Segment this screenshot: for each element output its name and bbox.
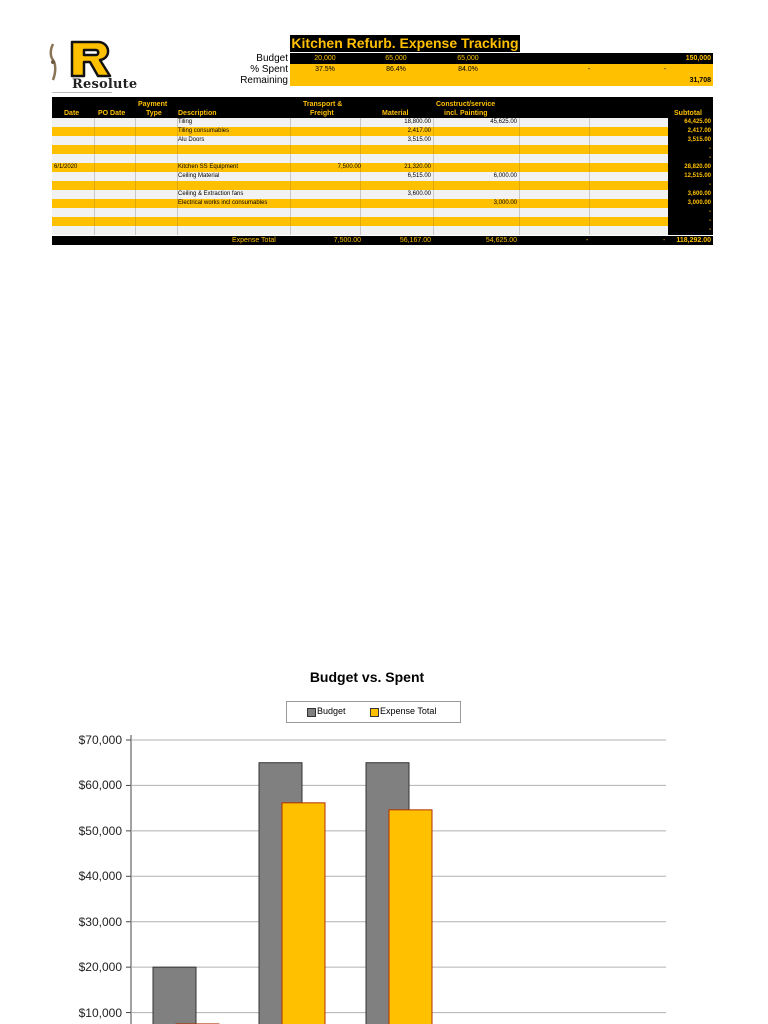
cell-material: 3,515.00 bbox=[407, 137, 431, 143]
pct-spent-label: % Spent bbox=[250, 64, 288, 75]
y-tick-label: $40,000 bbox=[78, 869, 122, 884]
cell-subtotal-value: 2,417.00 bbox=[687, 128, 711, 134]
cell-description: Ceiling & Extraction fans bbox=[178, 191, 244, 197]
cell-subtotal-value: 3,000.00 bbox=[687, 200, 711, 206]
cell-subtotal-value: 12,515.00 bbox=[684, 173, 711, 179]
header-po-date: PO Date bbox=[98, 110, 126, 117]
cell-subtotal-value: - bbox=[709, 218, 711, 224]
footer-label: Expense Total bbox=[232, 237, 276, 244]
cell-construct: 3,000.00 bbox=[493, 200, 517, 206]
cell-subtotal-value: - bbox=[709, 227, 711, 233]
cell-description: Tiling bbox=[178, 119, 193, 125]
pct-spent-col4: - bbox=[587, 66, 591, 73]
y-tick-label: $60,000 bbox=[78, 778, 122, 793]
cell-subtotal-value: 28,820.00 bbox=[684, 164, 711, 170]
cell-description: Electrical works incl consumables bbox=[178, 200, 268, 206]
footer-col4: - bbox=[586, 237, 589, 244]
legend-label-budget: Budget bbox=[317, 706, 346, 716]
cell-material: 21,320.00 bbox=[404, 164, 431, 170]
cell-description: Alu Doors bbox=[178, 137, 205, 143]
header-transport-2: Freight bbox=[310, 110, 334, 117]
pct-spent-material: 86.4% bbox=[386, 66, 406, 73]
budget-material: 65,000 bbox=[385, 55, 407, 62]
cell-subtotal-value: - bbox=[709, 182, 711, 188]
header-subtotal: Subtotal bbox=[674, 110, 702, 117]
header-transport-1: Transport & bbox=[303, 101, 343, 108]
cell-subtotal-value: 64,425.00 bbox=[684, 119, 711, 125]
header-material: Material bbox=[382, 110, 409, 117]
header-construct-1: Construct/service bbox=[436, 101, 496, 108]
cell-description: Ceiling Material bbox=[178, 173, 220, 179]
y-tick-label: $30,000 bbox=[78, 914, 122, 929]
y-tick-label: $50,000 bbox=[78, 823, 122, 838]
cell-subtotal-value: - bbox=[709, 146, 711, 152]
page-title: Kitchen Refurb. Expense Tracking bbox=[291, 35, 519, 51]
cell-description: Tiling consumables bbox=[178, 128, 230, 134]
bar-budget bbox=[153, 967, 196, 1024]
bar-expense-total bbox=[389, 810, 432, 1024]
budget-construct: 65,000 bbox=[457, 55, 479, 62]
legend-label-expense: Expense Total bbox=[380, 706, 437, 716]
cell-construct: 45,625.00 bbox=[490, 119, 517, 125]
bar-expense-total bbox=[282, 803, 325, 1024]
footer-subtotal: 118,292.00 bbox=[676, 237, 711, 244]
cell-transport: 7,500.00 bbox=[337, 164, 361, 170]
header-payment-1: Payment bbox=[138, 101, 168, 108]
header-description: Description bbox=[178, 110, 217, 117]
chart-title: Budget vs. Spent bbox=[309, 669, 425, 685]
cell-material: 2,417.00 bbox=[407, 128, 431, 134]
cell-description: Kitchen SS Equipment bbox=[178, 164, 239, 170]
footer-col5: - bbox=[663, 237, 666, 244]
budget-label: Budget bbox=[256, 53, 288, 64]
cell-material: 18,800.00 bbox=[404, 119, 431, 125]
cell-subtotal-value: - bbox=[709, 209, 711, 215]
y-tick-label: $10,000 bbox=[78, 1005, 122, 1020]
pct-spent-construct: 84.0% bbox=[458, 66, 478, 73]
cell-subtotal-value: 3,515.00 bbox=[687, 137, 711, 143]
footer-transport: 7,500.00 bbox=[333, 237, 361, 244]
pct-spent-col5: - bbox=[663, 66, 667, 73]
cell-subtotal-value: 3,600.00 bbox=[687, 191, 711, 197]
y-tick-label: $20,000 bbox=[78, 960, 122, 975]
header-date: Date bbox=[64, 110, 80, 117]
footer-material: 56,167.00 bbox=[399, 237, 431, 244]
cell-subtotal-value: - bbox=[709, 155, 711, 161]
cell-date: 6/1/2020 bbox=[54, 164, 78, 170]
cell-material: 3,600.00 bbox=[407, 191, 431, 197]
footer-construct: 54,625.00 bbox=[485, 237, 517, 244]
remaining-total: 31,708 bbox=[689, 77, 711, 84]
pct-spent-transport: 37.5% bbox=[315, 66, 335, 73]
cell-construct: 6,000.00 bbox=[493, 173, 517, 179]
header-construct-2: incl. Painting bbox=[444, 110, 488, 117]
cell-material: 6,515.00 bbox=[407, 173, 431, 179]
brand-name: Resolute bbox=[72, 77, 138, 92]
budget-transport: 20,000 bbox=[314, 55, 336, 62]
remaining-label: Remaining bbox=[240, 75, 288, 86]
y-tick-label: $70,000 bbox=[78, 733, 122, 747]
budget-total: 150,000 bbox=[685, 55, 711, 62]
header-payment-2: Type bbox=[146, 110, 162, 117]
